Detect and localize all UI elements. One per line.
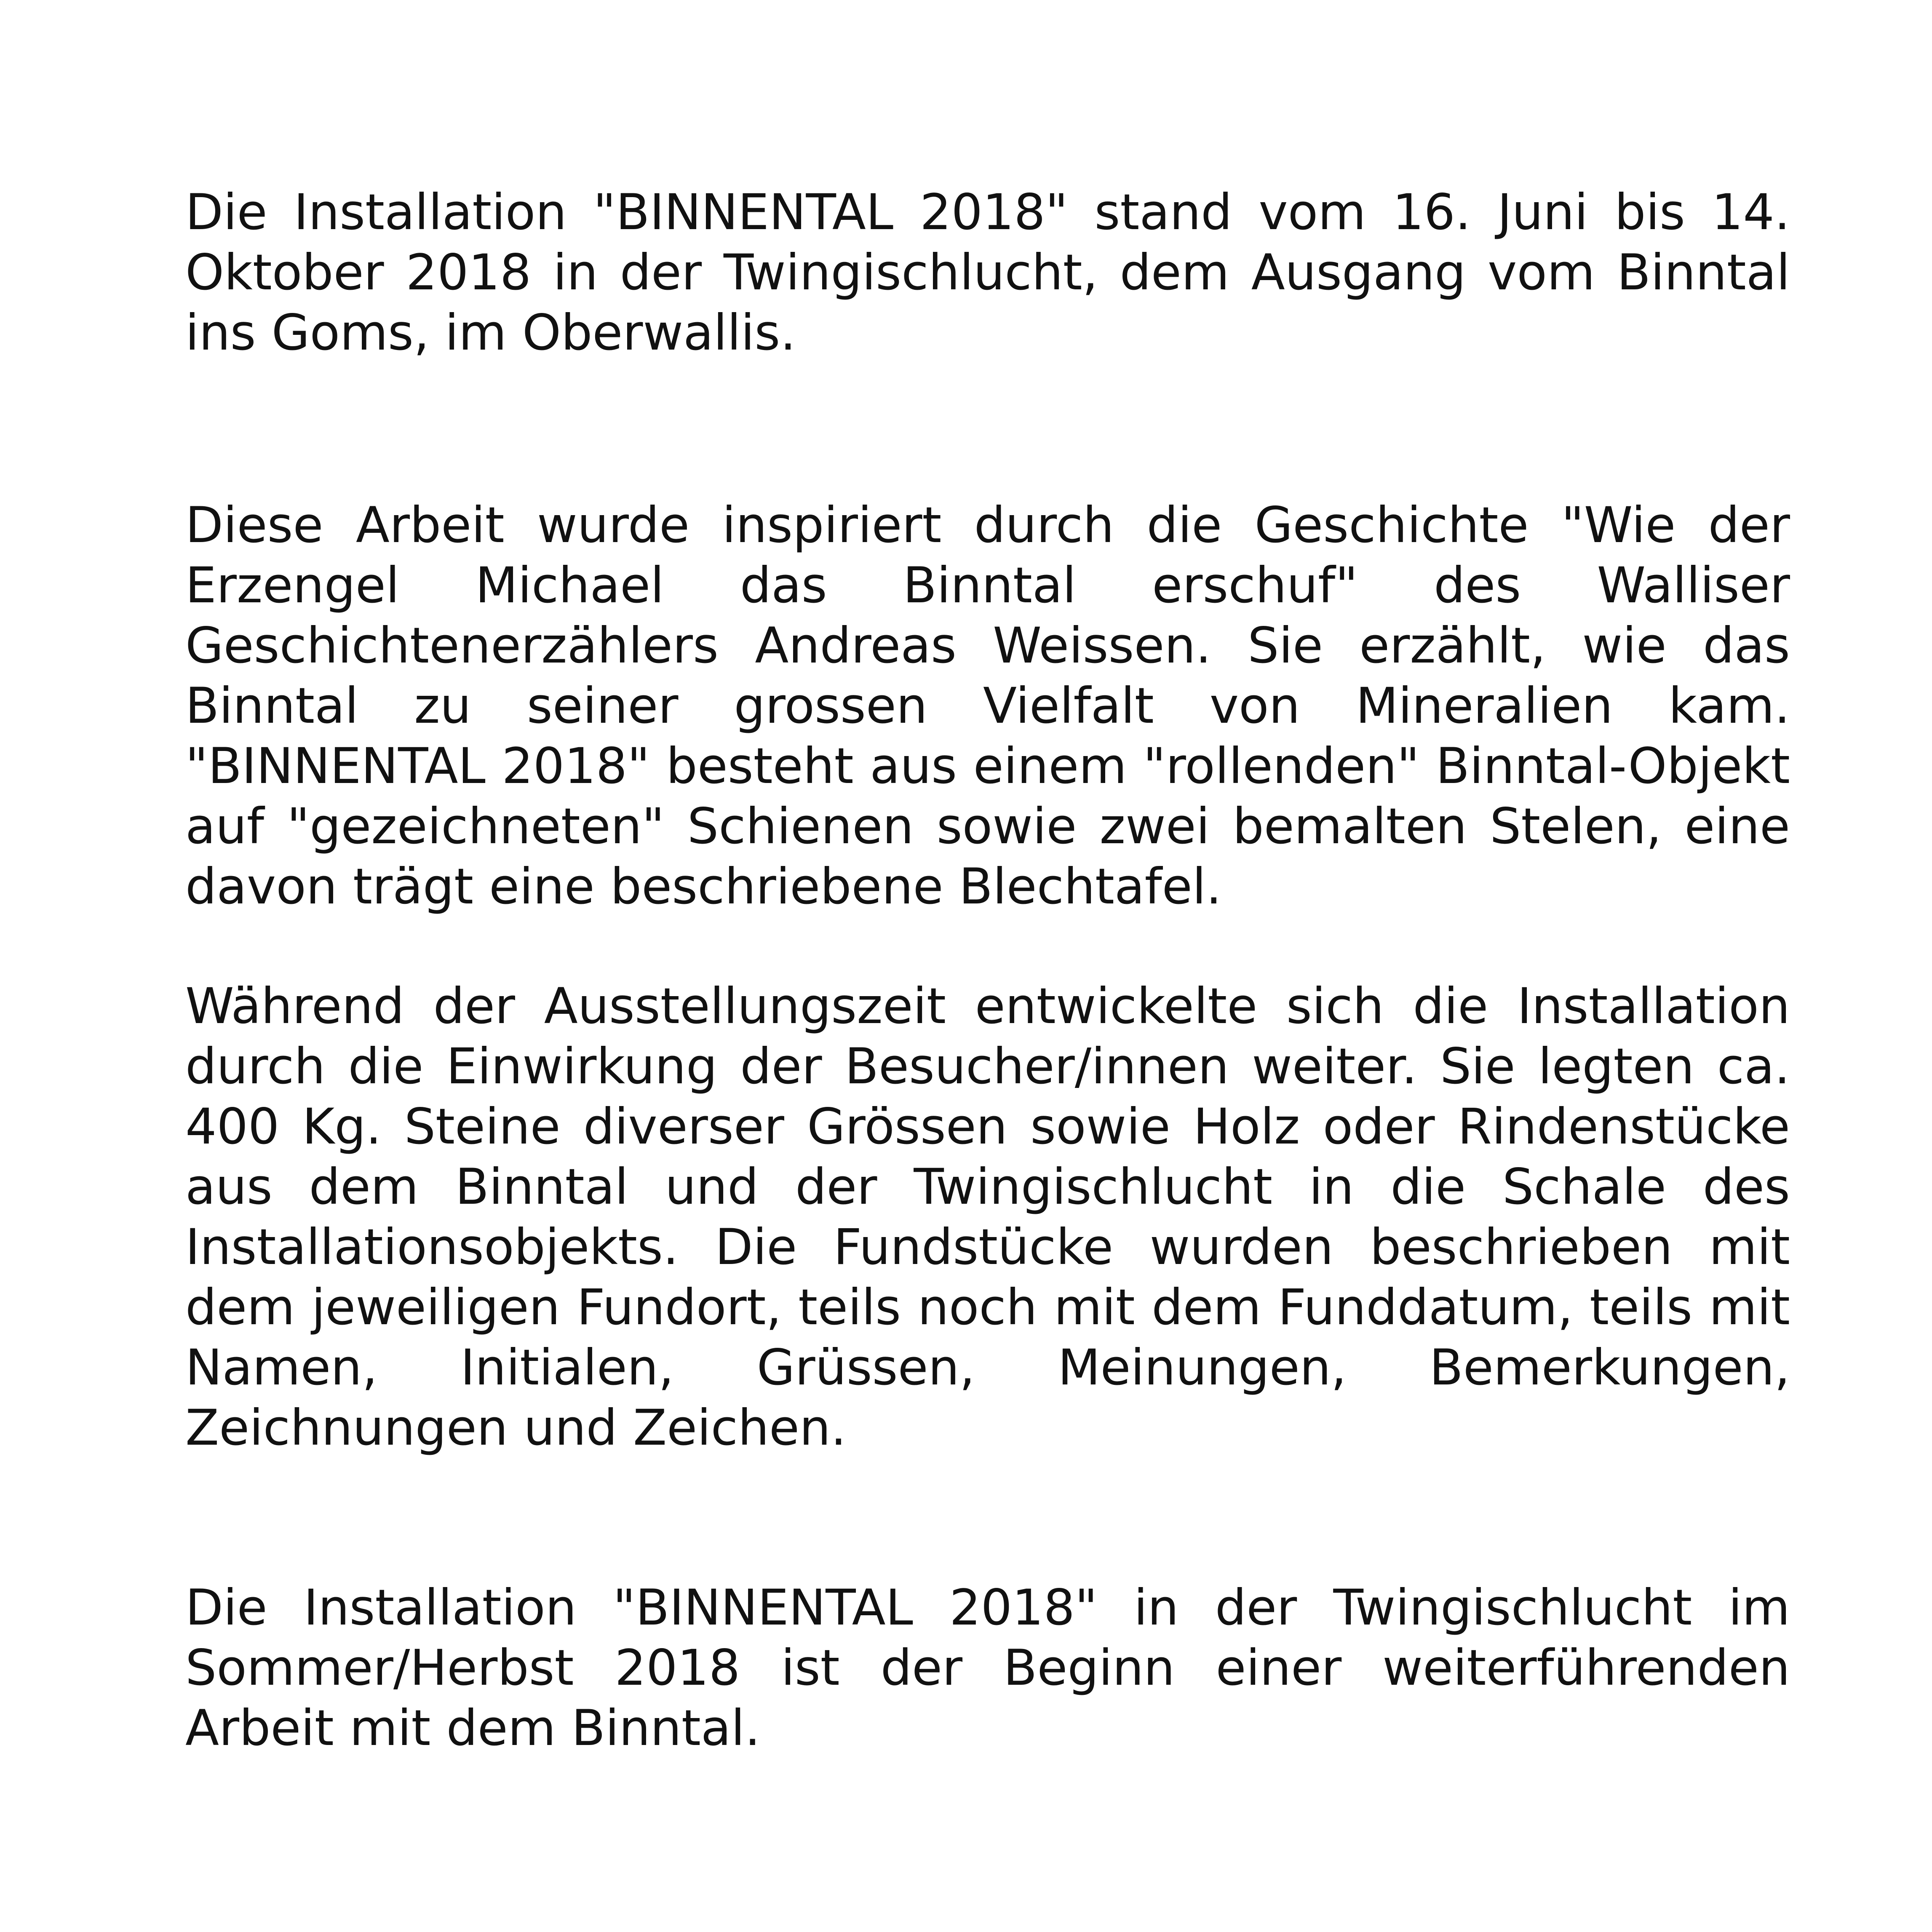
text-line: 400 Kg. Steine diverser Grössen sowie Holz oder Rindenstücke <box>185 1098 1790 1155</box>
text-line: aus dem Binntal und der Twingischlucht in die Schale des <box>185 1158 1790 1216</box>
text-line: Diese Arbeit wurde inspiriert durch die Geschichte "Wie der <box>185 496 1790 554</box>
text-line: Die Installation "BINNENTAL 2018" in der Twingischlucht im <box>185 1579 1790 1636</box>
text-line: Zeichnungen und Zeichen. <box>185 1399 847 1456</box>
text-line: Oktober 2018 in der Twingischlucht, dem Ausgang vom Binntal <box>185 243 1790 301</box>
text-line: Erzengel Michael das Binntal erschuf" des Walliser <box>185 556 1790 614</box>
text-line: Namen, Initialen, Grüssen, Meinungen, Bemerkungen, <box>185 1339 1790 1396</box>
text-line: ins Goms, im Oberwallis. <box>185 304 796 361</box>
paragraph-visitor-interaction <box>185 976 1790 1458</box>
paragraph-continuation <box>185 1577 1790 1758</box>
text-line: "BINNENTAL 2018" besteht aus einem "rollenden" Binntal-Objekt <box>185 737 1790 795</box>
text-line: auf "gezeichneten" Schienen sowie zwei bemalten Stelen, eine <box>185 797 1790 855</box>
paragraph-installation-dates <box>185 182 1790 363</box>
text-line: Sommer/Herbst 2018 ist der Beginn einer weiterführenden <box>185 1639 1790 1697</box>
text-line: Geschichtenerzählers Andreas Weissen. Sie erzählt, wie das <box>185 617 1790 674</box>
text-line: Binntal zu seiner grossen Vielfalt von Mineralien kam. <box>185 677 1790 735</box>
text-line: dem jeweiligen Fundort, teils noch mit dem Funddatum, teils mit <box>185 1278 1790 1336</box>
paragraph-inspiration <box>185 495 1790 917</box>
text-line: Die Installation "BINNENTAL 2018" stand vom 16. Juni bis 14. <box>185 183 1790 241</box>
text-line: Arbeit mit dem Binntal. <box>185 1699 761 1757</box>
text-line: Installationsobjekts. Die Fundstücke wurden beschrieben mit <box>185 1218 1790 1276</box>
text-line: Während der Ausstellungszeit entwickelte sich die Installation <box>185 977 1790 1035</box>
text-line: durch die Einwirkung der Besucher/innen weiter. Sie legten ca. <box>185 1037 1790 1095</box>
text-line: davon trägt eine beschriebene Blechtafel. <box>185 858 1222 915</box>
